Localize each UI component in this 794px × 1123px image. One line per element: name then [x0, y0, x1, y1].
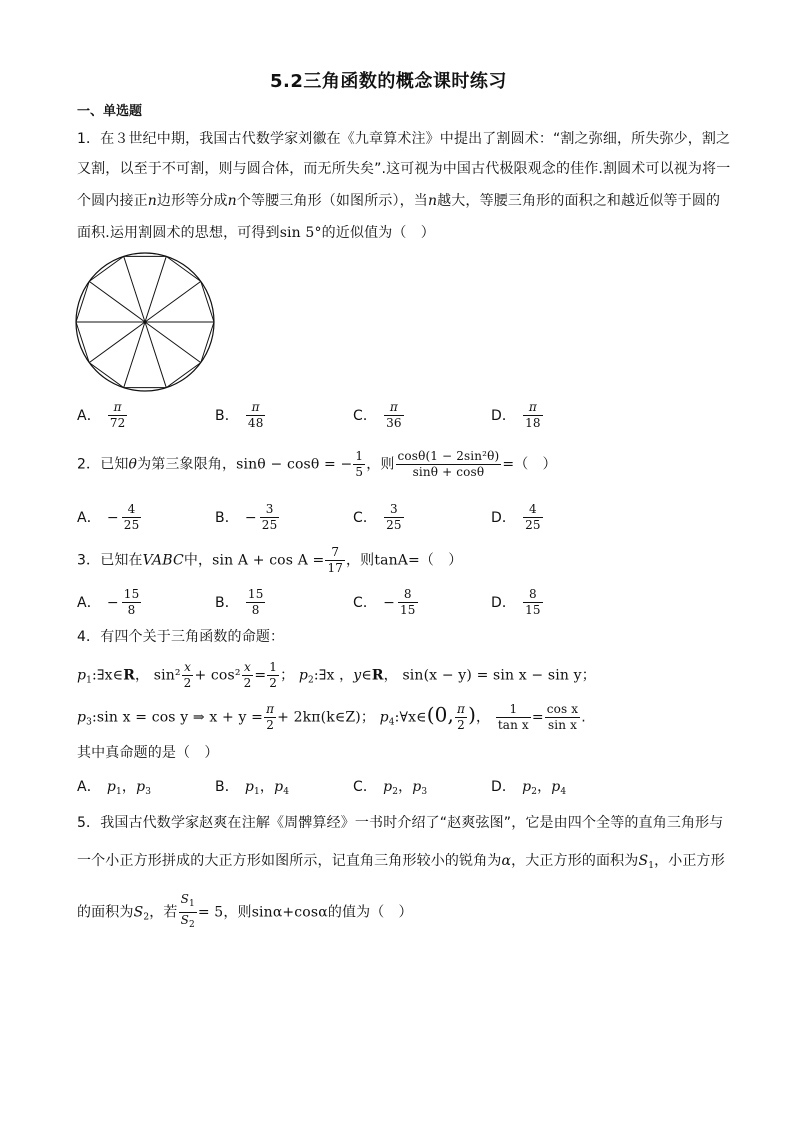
radius-line — [89, 281, 145, 322]
section-heading: 一、单选题 — [77, 104, 143, 119]
q1-option-b[interactable]: B． $\frac{\pi}{48}$ — [215, 400, 264, 430]
var-n: n — [427, 193, 438, 209]
q1-line-1: 1．在３世纪中期，我国古代数学家刘徽在《九章算术注》中提出了割圆术：“割之弥细，所失弥少，割之 — [77, 131, 731, 147]
triangle-abc: VABC — [142, 552, 184, 569]
q4-option-b[interactable]: B． $p_1$，$p_4$ — [215, 779, 290, 797]
q1-line-3-d: 越大，等腰三角形的面积之和越近似等于圆的 — [437, 193, 721, 209]
q1-line-3-b: 边形等分成 — [156, 193, 228, 209]
q2-option-b[interactable]: B． − $\frac{3}{25}$ — [215, 502, 278, 532]
q1-line-3 — [77, 194, 720, 208]
q4-option-a[interactable]: A． $p_1$，$p_3$ — [77, 779, 152, 797]
q1-line-2: 又割，以至于不可割，则与圆合体，而无所失矣”.这可视为中国古代极限观念的佳作.割圆术可以视为将一 — [77, 161, 731, 177]
radius-line — [124, 322, 145, 388]
q3-stem: 3．已知在VABC中，sin A + cos A = $\frac{7}{17}$ ，则tanA=（ ） — [77, 545, 463, 575]
fraction: $\frac{\pi}{18}$ — [525, 400, 541, 430]
q2-option-a[interactable]: A． − $\frac{4}{25}$ — [77, 502, 140, 532]
q4-stem: 4．有四个关于三角函数的命题： — [77, 629, 285, 645]
q1-line-4-b: 的近似值为（ ） — [321, 225, 435, 241]
fraction: $\frac{\pi}{72}$ — [109, 400, 126, 430]
radius-line — [145, 281, 201, 322]
q3-option-d[interactable]: D． $\frac{8}{15}$ — [491, 587, 541, 617]
radius-line — [145, 256, 166, 322]
q1-option-c[interactable]: C． $\frac{\pi}{36}$ — [353, 400, 402, 430]
sin-difference: sin(x − y) = sin x − sin y — [402, 667, 582, 684]
q5-line-3: 的面积为$S_2$，若 $\frac{S_1}{S_2}$ = 5，则sinα+cosα的值为（ ） — [77, 892, 413, 930]
q5-line-2: 一个小正方形拼成的大正方形如图所示，记直角三角形较小的锐角为α，大正方形的面积为$S_1$，小正方形 — [77, 853, 725, 871]
q3-option-c[interactable]: C． − $\frac{8}{15}$ — [353, 587, 416, 617]
theta: θ — [128, 456, 138, 473]
alpha: α — [501, 853, 512, 869]
inscribed-polygon-figure — [74, 251, 216, 393]
sin-plus-cos: sinα+cosα — [251, 904, 328, 921]
fraction: $\frac{\pi}{36}$ — [386, 400, 402, 430]
sin-expression: sin 5° — [279, 225, 322, 241]
radius-line — [145, 322, 166, 388]
q2-option-c[interactable]: C． $\frac{3}{25}$ — [353, 502, 402, 532]
q2-stem: 2．已知θ为第三象限角，sinθ − cosθ = − $\frac{1}{5}$ ，则 $\frac{\text{cosθ(1 − 2sin²θ)}}{\sin\theta + \cos\theta}$ =（ ） — [77, 449, 557, 479]
q3-option-a[interactable]: A． − $\frac{15}{8}$ — [77, 587, 140, 617]
fraction: $\frac{1}{5}$ — [355, 449, 364, 479]
q3-condition: sin A + cos A = — [212, 552, 325, 569]
q2-expression: $\frac{\text{cosθ(1 − 2sin²θ)}}{\sin\theta + \cos\theta}$ — [397, 449, 500, 479]
radius-line — [89, 322, 145, 363]
q4-propositions-1-2: $p_1:\exists x\in R$， sin² $\frac{x}{2}$ + cos² $\frac{x}{2}$ = $\frac{1}{2}$ ； $p_2:\exists x$ ，y∈R， sin(x − y) = sin x − sin y； — [77, 660, 596, 690]
page-title: 5.2三角函数的概念课时练习 — [270, 71, 507, 92]
q3-option-b[interactable]: B． $\frac{15}{8}$ — [215, 587, 264, 617]
q1-line-4-a: 面积.运用割圆术的思想，可得到 — [77, 225, 280, 241]
var-n: n — [227, 193, 237, 209]
q4-option-c[interactable]: C． $p_2$，$p_3$ — [353, 779, 428, 797]
q4-option-d[interactable]: D． $p_2$，$p_4$ — [491, 779, 567, 797]
q1-option-a[interactable]: A． $\frac{\pi}{72}$ — [77, 400, 126, 430]
q1-line-3-a: 个圆内接正 — [77, 193, 148, 209]
q2-option-d[interactable]: D． $\frac{4}{25}$ — [491, 502, 541, 532]
q4-propositions-3-4: $p_3:\sin$ x = cos y ⇒ x + y = $\frac{\pi}{2}$ + 2kπ(k∈Z)； $p_4:\forall x\in(0$, $\frac{\pi}{2}$ )， $\frac{1}{\text{tan x}}$ = $\frac{\text{cos x}}{\text{sin x}}$ . — [77, 702, 586, 732]
q1-line-3-c: 个等腰三角形（如图所示），当 — [236, 193, 428, 209]
q5-line-1: 5．我国古代数学家赵爽在注解《周髀算经》一书时介绍了“赵爽弦图”，它是由四个全等的直角三角形与 — [77, 815, 724, 831]
q1-line-4 — [77, 226, 435, 240]
q2-condition: sinθ − cosθ = − — [236, 456, 353, 473]
radius-line — [145, 322, 201, 363]
var-n: n — [147, 193, 157, 209]
q4-true-propositions: 其中真命题的是（ ） — [77, 745, 219, 761]
fraction: $\frac{\pi}{48}$ — [247, 400, 264, 430]
radius-line — [124, 256, 145, 322]
q1-option-d[interactable]: D． $\frac{\pi}{18}$ — [491, 400, 541, 430]
